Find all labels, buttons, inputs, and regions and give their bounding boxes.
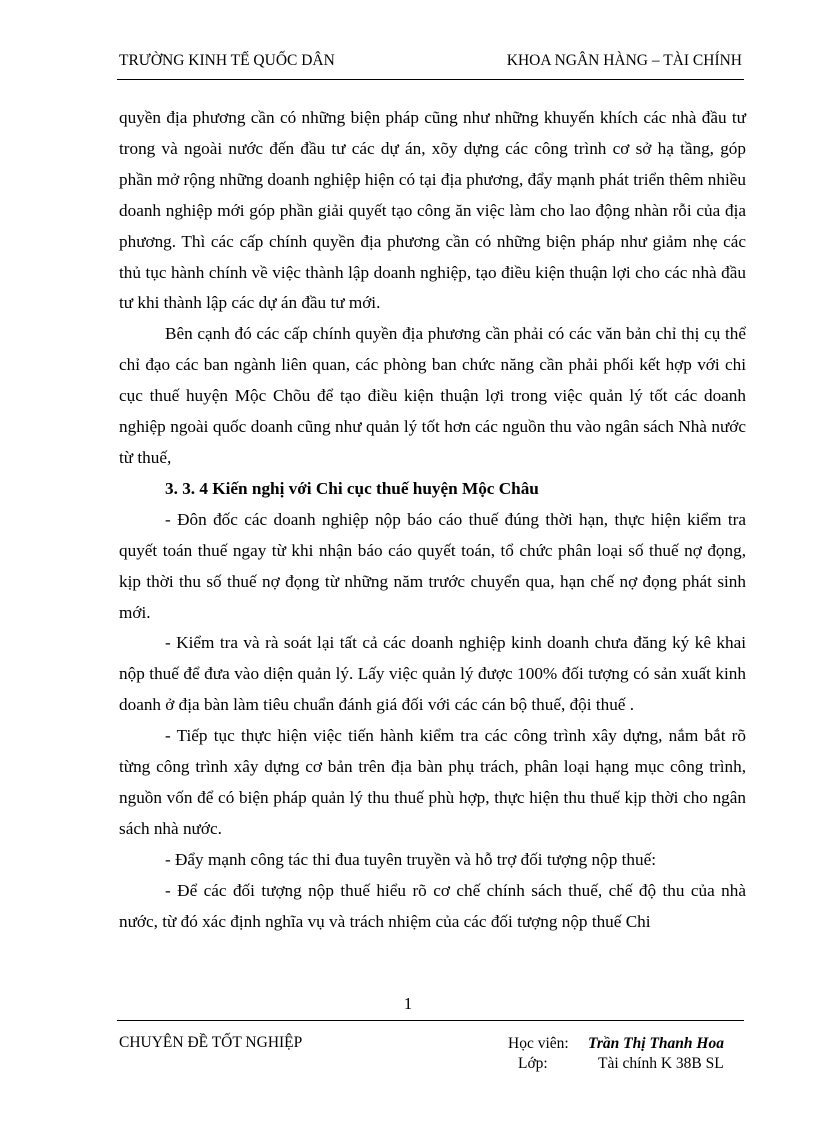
- paragraph: - Đôn đốc các doanh nghiệp nộp báo cáo thuế đúng thời hạn, thực hiện kiểm tra quyết toán thuế ngay từ khi nhận báo cáo quyết toán, tổ chức phân loại số thuế nợ đọng, kịp thời thu số thuế nợ đọng từ những năm trước chuyển qua, hạn chế nợ đọng phát sinh mới.: [119, 509, 746, 622]
- page-number: 1: [403, 994, 413, 1013]
- class-label: Lớp:: [518, 1055, 548, 1072]
- paragraph: - Để các đối tượng nộp thuế hiểu rõ cơ chế chính sách thuế, chế độ thu của nhà nước, từ đó xác định nghĩa vụ và trách nhiệm của các đối tượng nộp thuế Chi: [119, 880, 746, 931]
- paragraph: Bên cạnh đó các cấp chính quyền địa phương cần phải có các văn bản chỉ thị cụ thể chỉ đạo các ban ngành liên quan, các phòng ban chức năng cần phải phối kết hợp với chi cục thuế huyện Mộc Chõu để tạo điều kiện thuận lợi trong việc quản lý tốt các doanh nghiệp ngoài quốc doanh cũng như quản lý tốt hơn các nguồn thu vào ngân sách Nhà nước từ thuế,: [119, 324, 746, 467]
- student-label: Học viên:: [508, 1035, 569, 1052]
- header-divider: [117, 79, 744, 80]
- footer-title: CHUYÊN ĐỀ TỐT NGHIỆP: [119, 1034, 303, 1051]
- header-school: TRƯỜNG KINH TẾ QUỐC DÂN: [119, 52, 335, 69]
- student-name: Trần Thị Thanh Hoa: [588, 1035, 724, 1052]
- class-value: Tài chính K 38B SL: [598, 1055, 724, 1072]
- paragraph: - Kiểm tra và rà soát lại tất cả các doanh nghiệp kinh doanh chưa đăng ký kê khai nộp thuế để đưa vào diện quản lý. Lấy việc quản lý được 100% đối tượng có sản xuất kinh doanh ở địa bàn làm tiêu chuẩn đánh giá đối với các cán bộ thuế, đội thuế .: [119, 633, 746, 715]
- paragraph: quyền địa phương cần có những biện pháp cũng như những khuyến khích các nhà đầu tư trong và ngoài nước đến đầu tư các dự án, xõy dựng các công trình cơ sở hạ tầng, góp phần mở rộng những doanh nghiệp hiện có tại địa phương, đẩy mạnh phát triển thêm nhiều doanh nghiệp mới góp phần giải quyết tạo công ăn việc làm cho lao động nhàn rỗi của địa phương. Thì các cấp chính quyền địa phương cần có những biện pháp như giảm nhẹ các thủ tục hành chính về việc thành lập doanh nghiệp, tạo điều kiện thuận lợi cho các nhà đầu tư khi thành lập các dự án đầu tư mới.: [119, 108, 746, 313]
- paragraph: - Đẩy mạnh công tác thi đua tuyên truyền và hỗ trợ đối tượng nộp thuế:: [165, 849, 656, 869]
- paragraph: - Tiếp tục thực hiện việc tiến hành kiểm tra các công trình xây dựng, nắm bắt rõ từng công trình xây dựng cơ bản trên địa bàn phụ trách, phân loại hạng mục công trình, nguồn vốn để có biện pháp quản lý thu thuế phù hợp, thực hiện thu thuế kịp thời cho ngân sách nhà nước.: [119, 726, 746, 838]
- footer-divider: [117, 1020, 744, 1021]
- section-heading: 3. 3. 4 Kiến nghị với Chi cục thuế huyện Mộc Châu: [165, 478, 539, 498]
- header-faculty: KHOA NGÂN HÀNG – TÀI CHÍNH: [506, 52, 742, 69]
- document-body: [119, 103, 746, 937]
- page-header: [119, 52, 742, 70]
- footer-student-info: [508, 1034, 724, 1074]
